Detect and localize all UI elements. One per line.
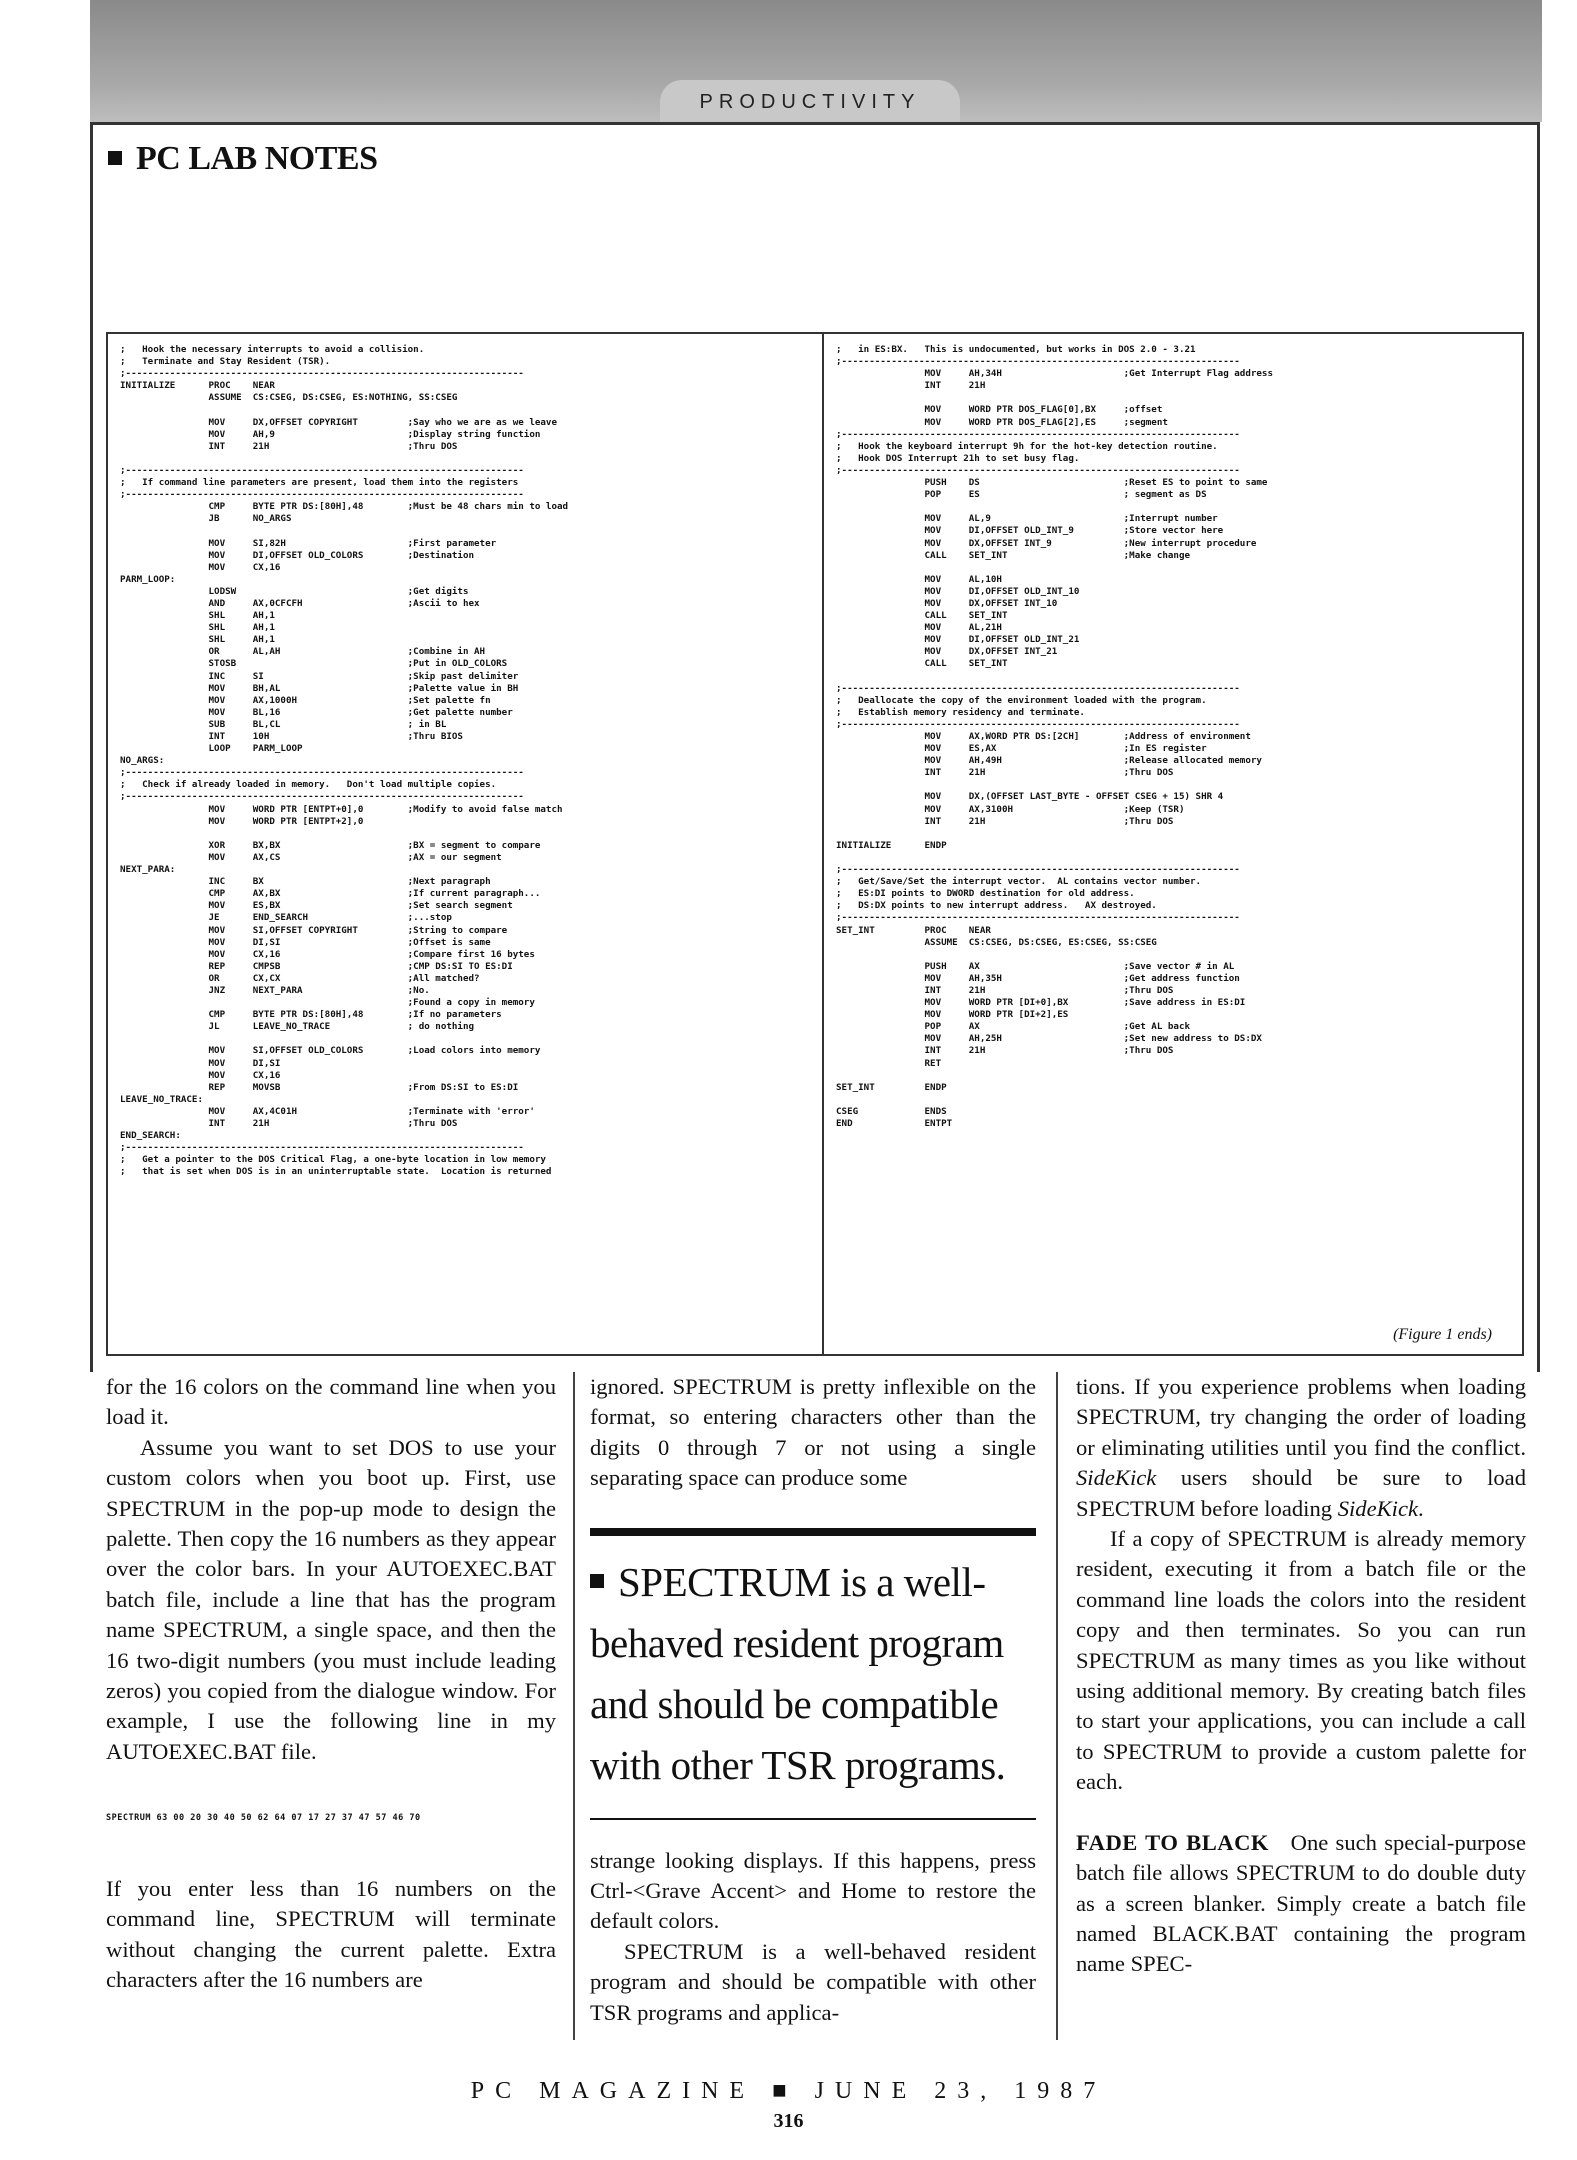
paragraph: for the 16 colors on the command line when you load it. xyxy=(106,1374,556,1430)
code-listing-left: ; Hook the necessary interrupts to avoid a collision. ; Terminate and Stay Resident (TSR). ;------------------------------------------------------------------------ INITIALIZE PROC NEAR ASSUME CS:CSEG, DS:CSEG, ES:NOTHING, SS:CSEG MOV DX,OFFSET COPYRIGHT ;Say who we are as we leave MOV AH,9 ;Display string function INT 21H ;Thru DOS ;------------------------------------------------------------------------ ; If command line parameters are present, load them into the registers ;------------------------------------------------------------------------ CMP BYTE PTR DS:[80H],48 ;Must be 48 chars min to load JB NO_ARGS MOV SI,82H ;First parameter MOV DI,OFFSET OLD_COLORS ;Destination MOV CX,16 PARM_LOOP: LODSW ;Get digits AND AX,0CFCFH ;Ascii to hex SHL AH,1 SHL AH,1 SHL AH,1 OR AL,AH ;Combine in AH STOSB ;Put in OLD_COLORS INC SI ;Skip past delimiter MOV BH,AL ;Palette value in BH MOV AX,1000H ;Set palette fn MOV BL,16 ;Get palette number SUB BL,CL ; in BL INT 10H ;Thru BIOS LOOP PARM_LOOP NO_ARGS: ;------------------------------------------------------------------------ ; Check if already loaded in memory. Don't load multiple copies. ;------------------------------------------------------------------------ MOV WORD PTR [ENTPT+0],0 ;Modify to avoid false match MOV WORD PTR [ENTPT+2],0 XOR BX,BX ;BX = segment to compare MOV AX,CS ;AX = our segment NEXT_PARA: INC BX ;Next paragraph CMP AX,BX ;If current paragraph... MOV ES,BX ;Set search segment JE END_SEARCH ;...stop MOV SI,OFFSET COPYRIGHT ;String to compare MOV DI,SI ;Offset is same MOV CX,16 ;Compare first 16 bytes REP CMPSB ;CMP DS:SI TO ES:DI OR CX,CX ;All matched? JNZ NEXT_PARA ;No. ;Found a copy in memory CMP BYTE PTR DS:[80H],48 ;If no parameters JL LEAVE_NO_TRACE ; do nothing MOV SI,OFFSET OLD_COLORS ;Load colors into memory MOV DI,SI MOV CX,16 REP MOVSB ;From DS:SI to ES:DI LEAVE_NO_TRACE: MOV AX,4C01H ;Terminate with 'error' INT 21H ;Thru DOS END_SEARCH: ;------------------------------------------------------------------------ ; Get a pointer to the DOS Critical Flag, a one-byte location in low memory ; that is set when DOS is in an uninterruptable state. Location is returned xyxy=(120,344,569,1178)
column-title xyxy=(108,140,378,178)
code-listing-figure xyxy=(106,332,1524,1356)
text-run: One such special-purpose batch file allows SPECTRUM to do double duty as a screen blanker. Simply create a batch file named BLACK.BAT containing the program name SPEC- xyxy=(1076,1829,1526,1977)
paragraph: ignored. SPECTRUM is pretty inflexible on the format, so entering characters other than the digits 0 through 7 or not using a single separating space can produce some xyxy=(590,1374,1036,1491)
paragraph xyxy=(1076,1372,1526,1524)
paragraph: strange looking displays. If this happens, press Ctrl-<Grave Accent> and Home to restore the default colors. xyxy=(590,1847,1036,1934)
listing-divider xyxy=(822,334,824,1356)
pull-quote-text: SPECTRUM is a well-behaved resident program and should be compatible with other TSR programs. xyxy=(590,1558,1006,1788)
bullet-square-icon xyxy=(108,151,122,165)
paragraph: If you enter less than 16 numbers on the command line, SPECTRUM will terminate without changing the current palette. Extra characters after the 16 numbers are xyxy=(106,1875,556,1992)
paragraph: Assume you want to set DOS to use your custom colors when you boot up. First, use SPECTRUM in the pop-up mode to design the palette. Then copy the 16 numbers as they appear over the color bars. In your AUTOEXEC.BAT batch file, include a line that has the program name SPECTRUM, a single space, and then the 16 two-digit numbers (you must include leading zeros) you copied from the dialogue window. For example, I use the following line in my AUTOEXEC.BAT file. xyxy=(106,1434,556,1764)
column-title-text: PC LAB NOTES xyxy=(136,140,378,177)
text-run: . xyxy=(1418,1495,1424,1521)
page-number: 316 xyxy=(773,2110,804,2132)
section-label: PRODUCTIVITY xyxy=(660,80,960,124)
figure-caption: (Figure 1 ends) xyxy=(1393,1326,1492,1343)
article-column-1 xyxy=(106,1372,556,1995)
code-listing-right: ; in ES:BX. This is undocumented, but works in DOS 2.0 - 3.21 ;------------------------------------------------------------------------ MOV AH,34H ;Get Interrupt Flag address INT 21H MOV WORD PTR DOS_FLAG[0],BX ;offset MOV WORD PTR DOS_FLAG[2],ES ;segment ;------------------------------------------------------------------------ ; Hook the keyboard interrupt 9h for the hot-key detection routine. ; Hook DOS Interrupt 21h to set busy flag. ;------------------------------------------------------------------------ PUSH DS ;Reset ES to point to same POP ES ; segment as DS MOV AL,9 ;Interrupt number MOV DI,OFFSET OLD_INT_9 ;Store vector here MOV DX,OFFSET INT_9 ;New interrupt procedure CALL SET_INT ;Make change MOV AL,10H MOV DI,OFFSET OLD_INT_10 MOV DX,OFFSET INT_10 CALL SET_INT MOV AL,21H MOV DI,OFFSET OLD_INT_21 MOV DX,OFFSET INT_21 CALL SET_INT ;------------------------------------------------------------------------ ; Deallocate the copy of the environment loaded with the program. ; Establish memory residency and terminate. ;------------------------------------------------------------------------ MOV AX,WORD PTR DS:[2CH] ;Address of environment MOV ES,AX ;In ES register MOV AH,49H ;Release allocated memory INT 21H ;Thru DOS MOV DX,(OFFSET LAST_BYTE - OFFSET CSEG + 15) SHR 4 MOV AX,3100H ;Keep (TSR) INT 21H ;Thru DOS INITIALIZE ENDP ;------------------------------------------------------------------------ ; Get/Save/Set the interrupt vector. AL contains vector number. ; ES:DI points to DWORD destination for old address. ; DS:DX points to new interrupt address. AX destroyed. ;------------------------------------------------------------------------ SET_INT PROC NEAR ASSUME CS:CSEG, DS:CSEG, ES:CSEG, SS:CSEG PUSH AX ;Save vector # in AL MOV AH,35H ;Get address function INT 21H ;Thru DOS MOV WORD PTR [DI+0],BX ;Save address in ES:DI MOV WORD PTR [DI+2],ES POP AX ;Get AL back MOV AH,25H ;Set new address to DS:DX INT 21H ;Thru DOS RET SET_INT ENDP CSEG ENDS END ENTPT xyxy=(836,344,1273,1129)
command-line-example: SPECTRUM 63 00 20 30 40 50 62 64 07 17 27 37 47 57 46 70 xyxy=(106,1813,421,1824)
pull-quote xyxy=(590,1528,1036,1820)
column-rule xyxy=(573,1372,575,2040)
product-name: SideKick xyxy=(1076,1465,1157,1491)
bullet-square-icon xyxy=(590,1574,604,1588)
article-column-3 xyxy=(1076,1372,1526,1980)
article-column-2 xyxy=(590,1372,1036,2028)
subhead: FADE TO BLACK xyxy=(1076,1829,1269,1855)
paragraph: SPECTRUM is a well-behaved resident program and should be compatible with other TSR programs and applica- xyxy=(590,1938,1036,2025)
column-rule xyxy=(1056,1372,1058,2040)
product-name: SideKick xyxy=(1337,1495,1419,1521)
text-run: tions. If you experience problems when loading SPECTRUM, try changing the order of loading or eliminating utilities until you find the conflict. xyxy=(1076,1374,1526,1460)
paragraph xyxy=(1076,1828,1526,1980)
text-run: users should be sure to load SPECTRUM before loading xyxy=(1076,1465,1526,1521)
paragraph: If a copy of SPECTRUM is already memory resident, executing it from a batch file or the command line loads the colors into the resident copy and then terminates. So you can run SPECTRUM as many times as you like without using additional memory. By creating batch files to start your applications, you can include a call to SPECTRUM to provide a custom palette for each. xyxy=(1076,1526,1526,1795)
footer-magazine-line: PC MAGAZINE ■ JUNE 23, 1987 xyxy=(470,2078,1107,2104)
